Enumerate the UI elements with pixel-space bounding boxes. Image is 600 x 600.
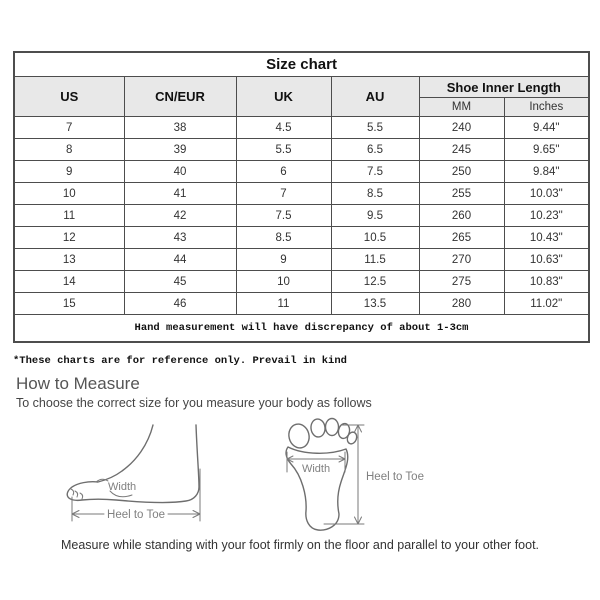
table-cell: 6 bbox=[236, 161, 331, 183]
side-heel-to-toe-label: Heel to Toe bbox=[107, 509, 165, 521]
toe-3 bbox=[326, 419, 339, 436]
table-cell: 11 bbox=[14, 205, 124, 227]
size-table-body bbox=[14, 117, 589, 315]
table-cell: 9 bbox=[236, 249, 331, 271]
table-cell: 42 bbox=[124, 205, 236, 227]
table-cell: 15 bbox=[14, 293, 124, 315]
side-width-label: Width bbox=[108, 481, 137, 493]
table-cell: 10 bbox=[14, 183, 124, 205]
table-cell: 5.5 bbox=[331, 117, 419, 139]
table-row bbox=[14, 271, 589, 293]
table-row bbox=[14, 183, 589, 205]
table-cell: 270 bbox=[419, 249, 504, 271]
big-toe bbox=[286, 422, 311, 450]
table-cell: 41 bbox=[124, 183, 236, 205]
how-to-measure-heading: How to Measure bbox=[16, 374, 140, 393]
table-cell: 7.5 bbox=[236, 205, 331, 227]
table-cell: 8 bbox=[14, 139, 124, 161]
table-footnote-row bbox=[14, 315, 589, 343]
table-cell: 4.5 bbox=[236, 117, 331, 139]
size-chart-table bbox=[13, 51, 590, 343]
col-header-au: AU bbox=[331, 77, 419, 117]
table-row bbox=[14, 249, 589, 271]
table-cell: 250 bbox=[419, 161, 504, 183]
table-footnote: Hand measurement will have discrepancy of about 1-3cm bbox=[14, 315, 589, 343]
table-title-row bbox=[14, 52, 589, 77]
table-cell: 9.44" bbox=[504, 117, 589, 139]
reference-note: *These charts are for reference only. Prevail in kind bbox=[13, 355, 347, 367]
table-cell: 275 bbox=[419, 271, 504, 293]
table-cell: 38 bbox=[124, 117, 236, 139]
col-header-inches: Inches bbox=[504, 98, 589, 117]
table-cell: 12.5 bbox=[331, 271, 419, 293]
table-cell: 260 bbox=[419, 205, 504, 227]
table-cell: 9.5 bbox=[331, 205, 419, 227]
table-cell: 8.5 bbox=[331, 183, 419, 205]
sole-width-label: Width bbox=[301, 463, 331, 475]
toe-5 bbox=[346, 431, 359, 445]
toe-2 bbox=[310, 418, 326, 437]
table-row bbox=[14, 139, 589, 161]
table-cell: 11.5 bbox=[331, 249, 419, 271]
table-row bbox=[14, 293, 589, 315]
table-cell: 10 bbox=[236, 271, 331, 293]
table-cell: 9.65" bbox=[504, 139, 589, 161]
table-cell: 10.43" bbox=[504, 227, 589, 249]
table-cell: 46 bbox=[124, 293, 236, 315]
foot-sole-view-diagram bbox=[280, 414, 430, 538]
table-cell: 39 bbox=[124, 139, 236, 161]
toe-lines bbox=[71, 489, 83, 499]
table-cell: 10.63" bbox=[504, 249, 589, 271]
col-header-cn-eur: CN/EUR bbox=[124, 77, 236, 117]
table-cell: 10.03" bbox=[504, 183, 589, 205]
table-cell: 7.5 bbox=[331, 161, 419, 183]
table-cell: 5.5 bbox=[236, 139, 331, 161]
table-row bbox=[14, 227, 589, 249]
table-cell: 43 bbox=[124, 227, 236, 249]
col-header-uk: UK bbox=[236, 77, 331, 117]
table-cell: 10.5 bbox=[331, 227, 419, 249]
table-row bbox=[14, 117, 589, 139]
table-cell: 8.5 bbox=[236, 227, 331, 249]
table-cell: 45 bbox=[124, 271, 236, 293]
table-cell: 13.5 bbox=[331, 293, 419, 315]
sole-width-arrow bbox=[287, 456, 345, 462]
table-cell: 245 bbox=[419, 139, 504, 161]
table-cell: 7 bbox=[236, 183, 331, 205]
col-header-us: US bbox=[14, 77, 124, 117]
table-row bbox=[14, 161, 589, 183]
table-row bbox=[14, 205, 589, 227]
table-cell: 14 bbox=[14, 271, 124, 293]
measure-instruction: Measure while standing with your foot firmly on the floor and parallel to your other foot. bbox=[60, 538, 540, 552]
how-to-measure-subtitle: To choose the correct size for you measure your body as follows bbox=[16, 396, 372, 410]
table-header-row bbox=[14, 77, 589, 98]
table-cell: 40 bbox=[124, 161, 236, 183]
table-cell: 44 bbox=[124, 249, 236, 271]
table-cell: 13 bbox=[14, 249, 124, 271]
col-header-inner-length: Shoe Inner Length bbox=[419, 77, 589, 98]
foot-side-view-diagram bbox=[58, 423, 216, 537]
sole-heel-to-toe-label: Heel to Toe bbox=[366, 471, 424, 483]
table-cell: 9.84" bbox=[504, 161, 589, 183]
table-cell: 11 bbox=[236, 293, 331, 315]
table-cell: 265 bbox=[419, 227, 504, 249]
table-cell: 12 bbox=[14, 227, 124, 249]
size-table-wrap bbox=[13, 51, 590, 343]
col-header-mm: MM bbox=[419, 98, 504, 117]
table-cell: 6.5 bbox=[331, 139, 419, 161]
table-cell: 255 bbox=[419, 183, 504, 205]
table-cell: 7 bbox=[14, 117, 124, 139]
table-title: Size chart bbox=[14, 52, 589, 77]
table-cell: 10.83" bbox=[504, 271, 589, 293]
table-cell: 10.23" bbox=[504, 205, 589, 227]
table-cell: 9 bbox=[14, 161, 124, 183]
table-cell: 11.02" bbox=[504, 293, 589, 315]
table-cell: 240 bbox=[419, 117, 504, 139]
table-cell: 280 bbox=[419, 293, 504, 315]
